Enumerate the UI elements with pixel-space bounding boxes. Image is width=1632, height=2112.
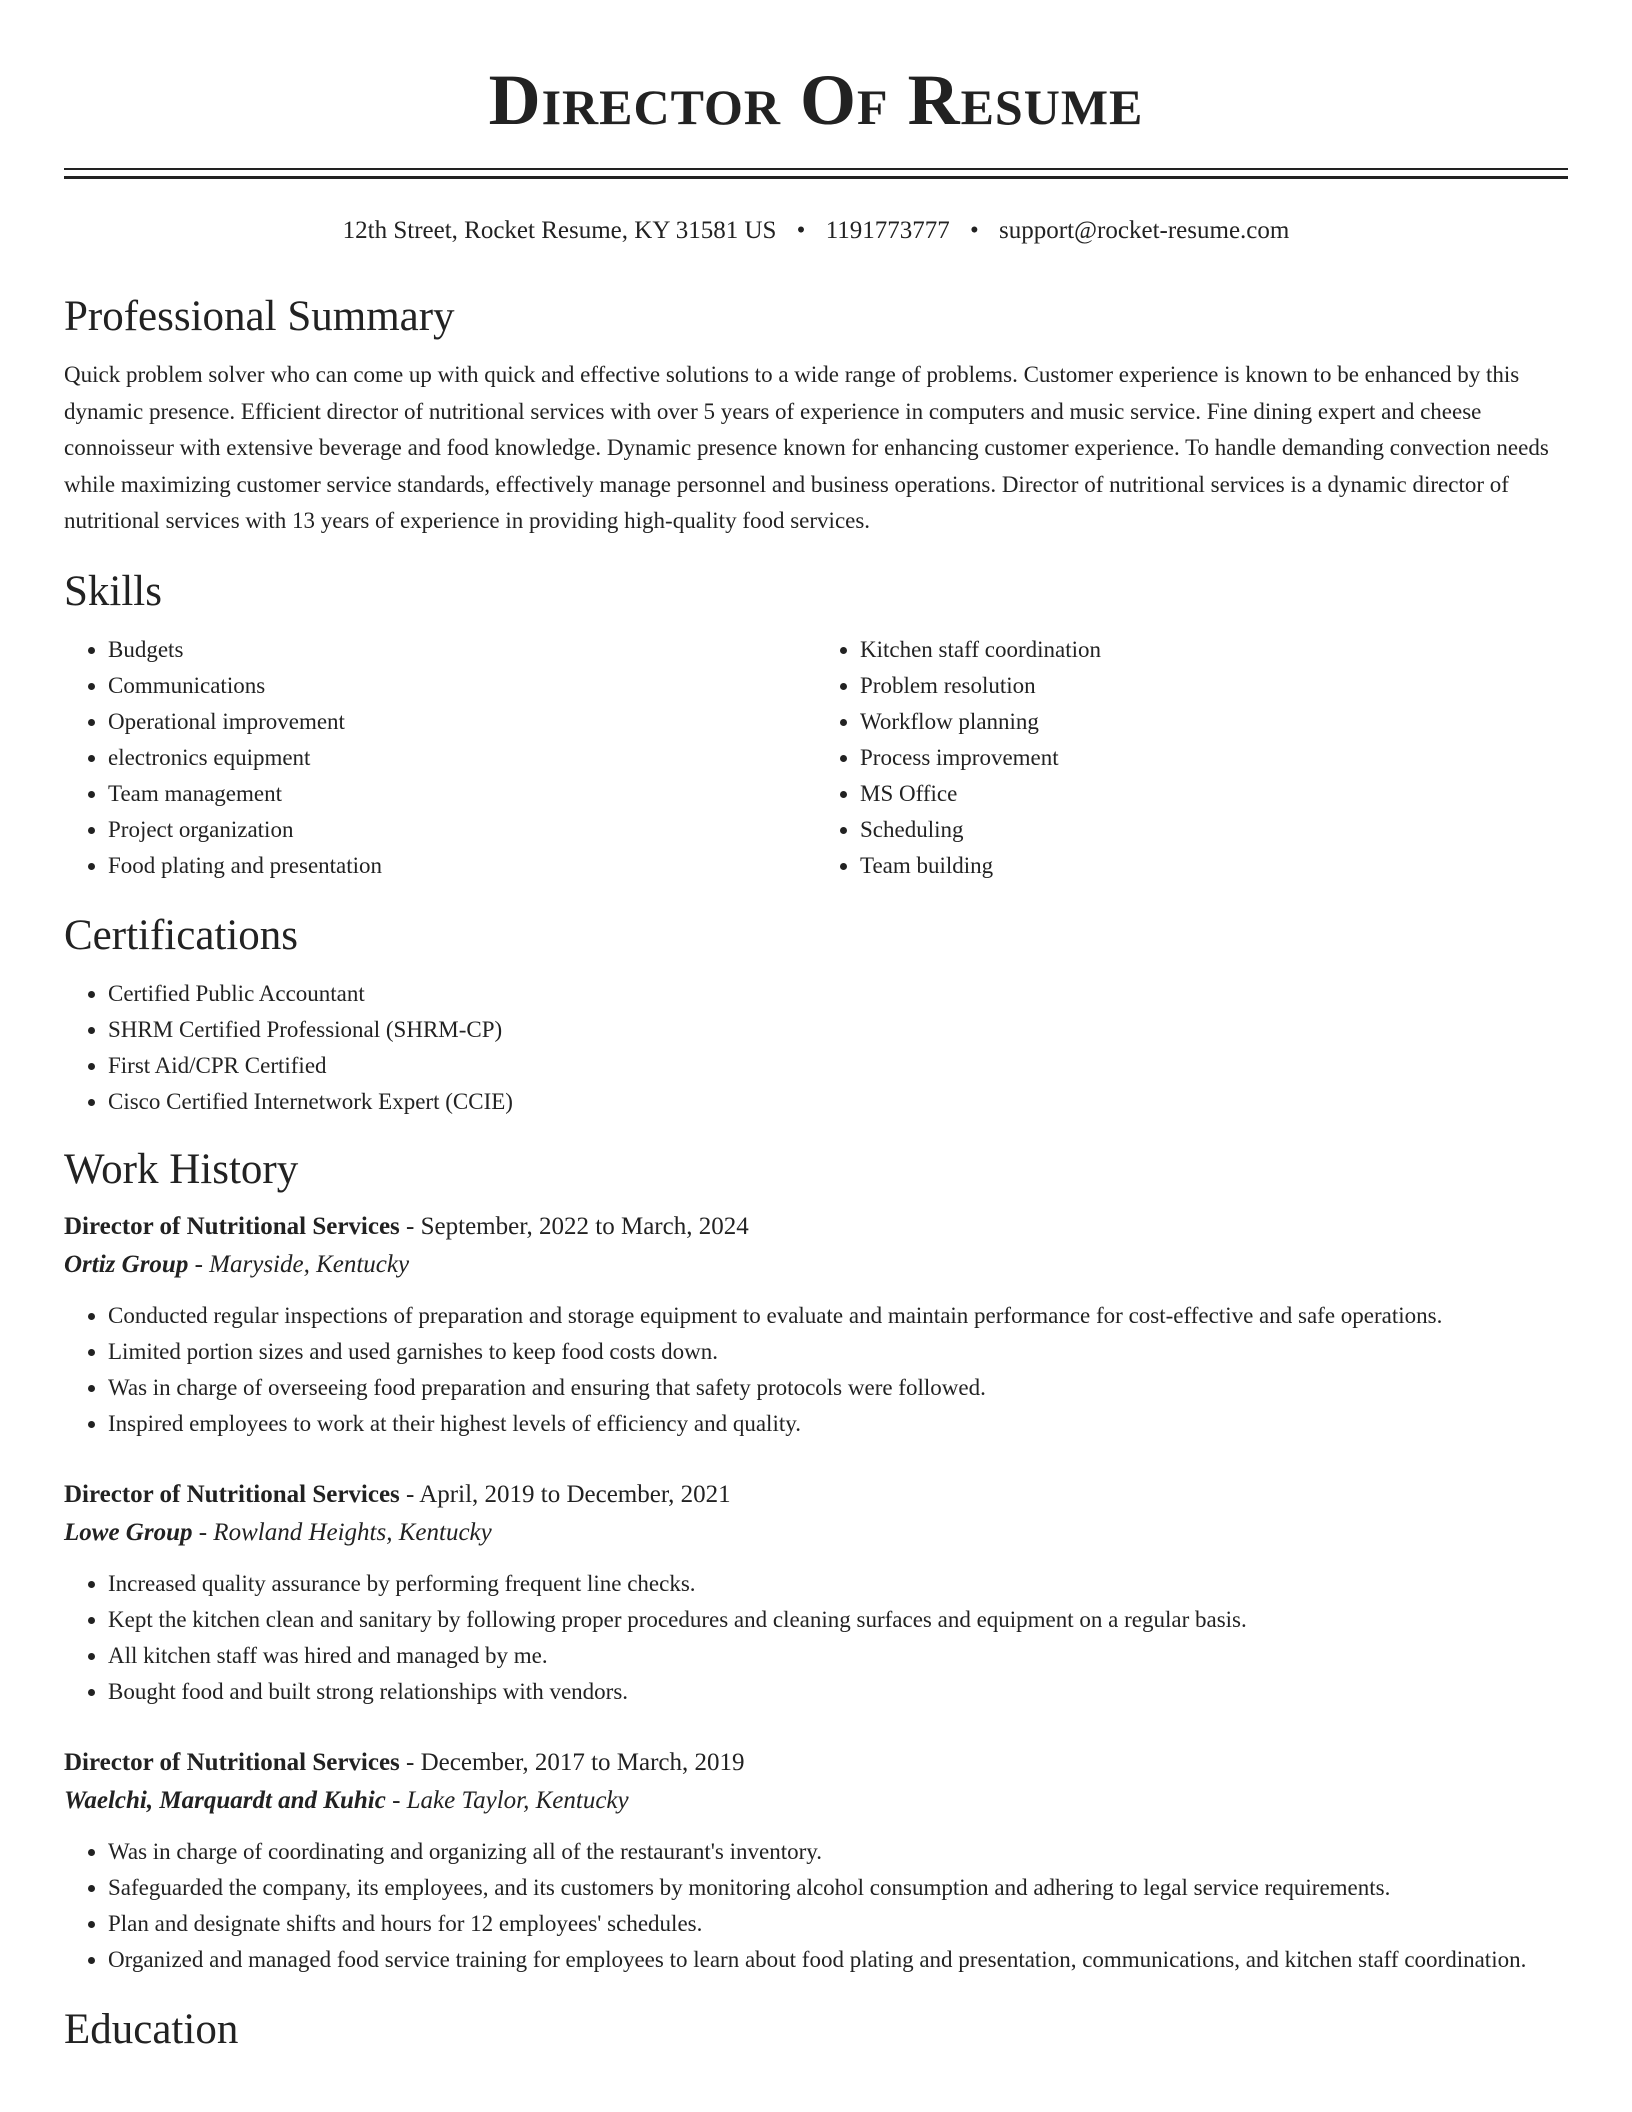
job-location: - Maryside, Kentucky (188, 1250, 410, 1278)
skills-heading: Skills (64, 567, 162, 615)
certification-item: • Certified Public Accountant (108, 976, 1568, 1012)
skill-item: • Team building (860, 848, 1568, 884)
job-location: - Lake Taylor, Kentucky (385, 1786, 629, 1814)
job-bullet: • Conducted regular inspections of preparation and storage equipment to evaluate and maintain performance for cost-effective and safe operations. (108, 1298, 1568, 1334)
resume-page (64, 0, 1568, 2056)
skill-item: • Scheduling (860, 812, 1568, 848)
job-bullet: • Was in charge of overseeing food preparation and ensuring that safety protocols were followed. (108, 1370, 1568, 1406)
job-entry (64, 1208, 1568, 1442)
skill-item: • electronics equipment (108, 740, 816, 776)
job-company: Ortiz Group (64, 1250, 189, 1278)
skill-item: • Food plating and presentation (108, 848, 816, 884)
job-company-line (64, 1246, 1568, 1284)
job-title-line (64, 1476, 1568, 1514)
certification-item: • SHRM Certified Professional (SHRM-CP) (108, 1012, 1568, 1048)
contact-line (64, 215, 1568, 247)
contact-phone: 1191773777 (825, 217, 950, 244)
skill-item: • Process improvement (860, 740, 1568, 776)
summary-heading: Professional Summary (64, 293, 455, 340)
job-company: Lowe Group (64, 1518, 193, 1546)
summary-text: Quick problem solver who can come up with quick and effective solutions to a wide range of problems. Customer experience is known to be enhanced by this dynamic presence. Efficient director of nutritional services with over 5 years of experience in computers and music service. Fine dining expert and cheese connoisseur with extensive beverage and food knowledge. Dynamic presence known for enhancing customer experience. To handle demanding convection needs while maximizing customer service standards, effectively manage personnel and business operations. Director of nutritional services is a dynamic director of nutritional services with 13 years of experience in providing high-quality food services. (64, 362, 1549, 533)
job-bullet: • Kept the kitchen clean and sanitary by following proper procedures and cleaning surfaces and equipment on a regular basis. (108, 1602, 1568, 1638)
job-company-line (64, 1782, 1568, 1820)
certification-item: • Cisco Certified Internetwork Expert (CCIE) (108, 1084, 1568, 1120)
job-bullet: • Bought food and built strong relationships with vendors. (108, 1674, 1568, 1710)
job-entry (64, 1744, 1568, 1978)
job-bullets (64, 1298, 1568, 1442)
education-heading: Education (64, 2005, 239, 2053)
job-role: Director of Nutritional Services (64, 1212, 400, 1240)
skill-item: • Operational improvement (108, 704, 816, 740)
resume-title: Director Of Resume (488, 60, 1144, 140)
job-dates: - September, 2022 to March, 2024 (399, 1212, 749, 1240)
job-company: Waelchi, Marquardt and Kuhic (64, 1786, 386, 1814)
skill-item: • Problem resolution (860, 668, 1568, 704)
job-bullet: • Increased quality assurance by performing frequent line checks. (108, 1566, 1568, 1602)
job-bullet: • Plan and designate shifts and hours for 12 employees' schedules. (108, 1906, 1568, 1942)
job-bullet: • Organized and managed food service training for employees to learn about food plating and presentation, communications, and kitchen staff coordination. (108, 1942, 1568, 1978)
job-bullet: • All kitchen staff was hired and managed by me. (108, 1638, 1568, 1674)
contact-address: 12th Street, Rocket Resume, KY 31581 US (342, 217, 777, 244)
skill-item: • Team management (108, 776, 816, 812)
skill-item: • Project organization (108, 812, 816, 848)
job-title-line (64, 1208, 1568, 1246)
skill-item: • Workflow planning (860, 704, 1568, 740)
job-title-line (64, 1744, 1568, 1782)
job-company-line (64, 1514, 1568, 1552)
certification-item: • First Aid/CPR Certified (108, 1048, 1568, 1084)
certifications-heading: Certifications (64, 911, 299, 959)
job-dates: - April, 2019 to December, 2021 (399, 1480, 731, 1508)
skill-item: • Kitchen staff coordination (860, 632, 1568, 668)
skill-item: • MS Office (860, 776, 1568, 812)
skills-list-left (64, 632, 816, 884)
job-dates: - December, 2017 to March, 2019 (399, 1748, 745, 1776)
skills-list-right (816, 632, 1568, 884)
job-bullet: • Limited portion sizes and used garnishes to keep food costs down. (108, 1334, 1568, 1370)
contact-separator: • (796, 217, 806, 244)
skills-columns (64, 632, 1568, 884)
certifications-list (64, 976, 1568, 1120)
job-role: Director of Nutritional Services (64, 1480, 400, 1508)
job-location: - Rowland Heights, Kentucky (192, 1518, 492, 1546)
job-role: Director of Nutritional Services (64, 1748, 400, 1776)
job-entry (64, 1476, 1568, 1710)
skill-item: • Budgets (108, 632, 816, 668)
contact-separator: • (970, 217, 979, 244)
title-divider (64, 168, 1568, 179)
job-bullet: • Safeguarded the company, its employees, and its customers by monitoring alcohol consumption and adhering to legal service requirements. (108, 1870, 1568, 1906)
job-bullet: • Inspired employees to work at their highest levels of efficiency and quality. (108, 1406, 1568, 1442)
skill-item: • Communications (108, 668, 816, 704)
contact-email: support@rocket-resume.com (999, 217, 1290, 244)
work-history-heading: Work History (64, 1145, 299, 1193)
job-bullets (64, 1834, 1568, 1978)
job-bullet: • Was in charge of coordinating and organizing all of the restaurant's inventory. (108, 1834, 1568, 1870)
job-bullets (64, 1566, 1568, 1710)
